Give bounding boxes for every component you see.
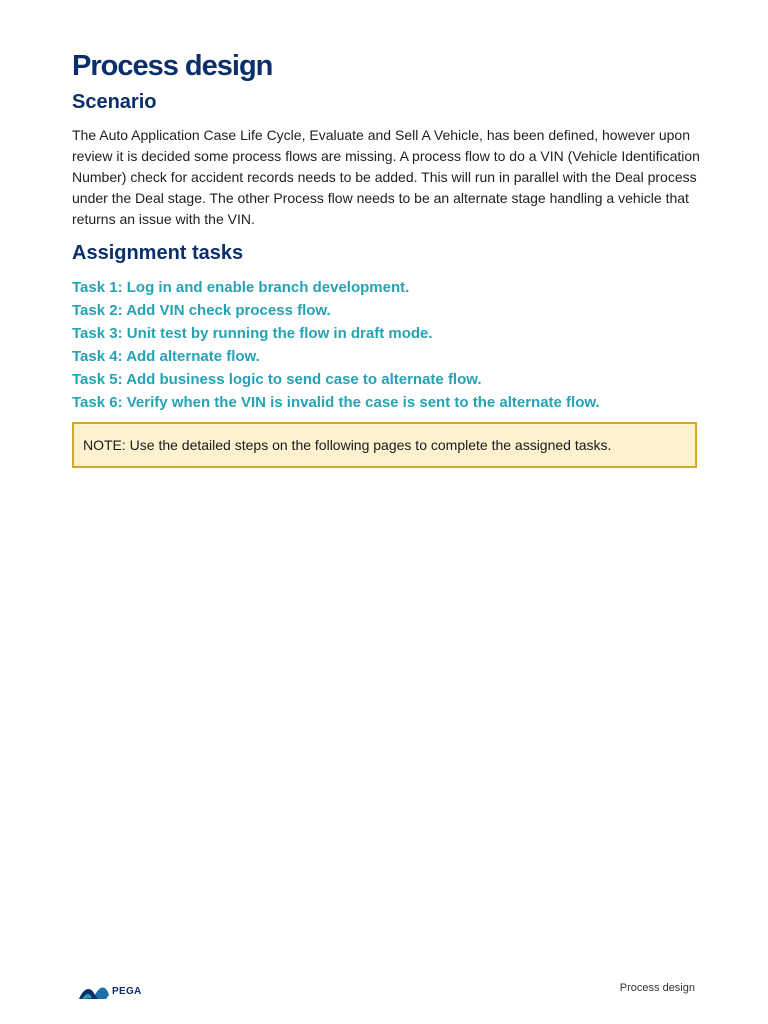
pega-logo	[78, 981, 142, 1001]
scenario-paragraph: The Auto Application Case Life Cycle, Evaluate and Sell A Vehicle, has been defined, however upon review it is decided some process flows are missing. A process flow to do a VIN (Vehicle Identification Number) check for accident records needs to be added. This will run in parallel with the Deal process under the Deal stage. The other Process flow needs to be an alternate stage handling a vehicle that returns an issue with the VIN.	[72, 127, 700, 227]
scenario-heading: Scenario	[72, 91, 157, 113]
note-text: NOTE: Use the detailed steps on the following pages to complete the assigned tasks.	[83, 437, 612, 453]
task-link-4[interactable]: Task 4: Add alternate flow.	[72, 348, 260, 365]
assignment-tasks-heading: Assignment tasks	[72, 242, 244, 264]
task-link-3[interactable]: Task 3: Unit test by running the flow in draft mode.	[72, 325, 433, 342]
note-box	[72, 422, 697, 468]
footer-page-title: Process design	[619, 982, 695, 994]
task-list	[72, 276, 702, 414]
pega-logo-icon	[78, 982, 110, 1000]
task-link-2[interactable]: Task 2: Add VIN check process flow.	[72, 302, 331, 319]
logo-text: PEGA	[112, 985, 142, 997]
task-link-6[interactable]: Task 6: Verify when the VIN is invalid the case is sent to the alternate flow.	[72, 394, 600, 411]
task-link-1[interactable]: Task 1: Log in and enable branch development.	[72, 279, 410, 296]
page-title: Process design	[72, 50, 273, 82]
task-link-5[interactable]: Task 5: Add business logic to send case to alternate flow.	[72, 371, 482, 388]
